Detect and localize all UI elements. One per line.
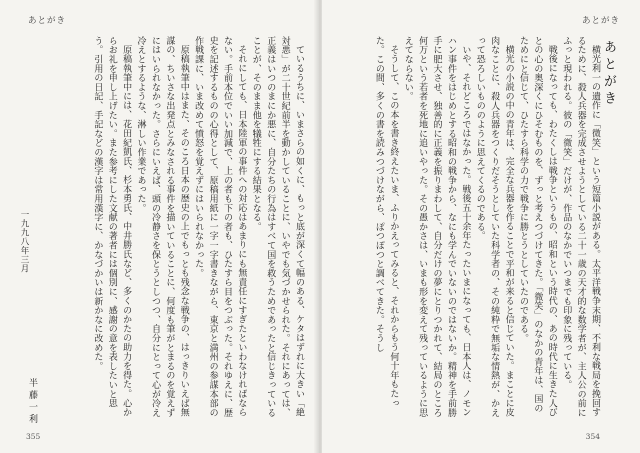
author-name: 半藤一利	[27, 378, 37, 426]
running-head-left: あとがき	[28, 16, 67, 26]
right-paragraph: 戦後になっても、わたくしは戦争というもの、昭和という時代の、あの時代に生きた人びとの心の奥深くにひそむものを、ずっと考えつづけてきた。「微笑」のなかの青年は、国のためにと信じて、ひたすら科学の力で戦争に勝とうとしていたのである。	[517, 36, 557, 417]
left-page	[0, 0, 318, 453]
right-paragraph: いや、それどころではなかった。戦後五十余年たったいまになっても、日本人は、ノモンハン事件をはじめとする昭和の戦争から、なにも学んでいないのではないか。精神を手前勝手に肥大させ、独善的に正義を振りまわして、自分だけの夢にとりつかれて、結局のところ何万という若者を死地に追いやった。その愚かさは、いまも形を変えて残っているように思えてならない。	[402, 36, 471, 418]
right-page	[322, 0, 640, 453]
right-paragraph: そうして、この本を書き終えたいま、ふりかえってみると、それからもう何十年もたった。この間、多くの書を読みつづけながら、ぽつぽつと調べてきた。そうし	[373, 36, 399, 408]
left-paragraph: 原稿執筆中はまた、そのころ日本の歴史の上でもっとも残念な戦争の、はっきりいえば無謀の、ちいさな出発点とみなされる事件を描いていることに、何度も筆がとまるのを覚えずにはいられなかった。さらにいえば、頭の冷静さを保とうとしつつ、自分にとって心が冷え冷えとするような、淋しい作業であった。	[135, 36, 189, 418]
page-number-left: 355	[26, 432, 41, 441]
chapter-heading: あとがき	[601, 40, 616, 108]
right-paragraph: 横光の小説の中の青年は、完全な兵器を作ることで平和が来ると信じていた。まことに皮肉なことに、殺人兵器をつくりだそうとしていた科学者の、その純粋で無垢な情熱が、かえって恐ろしいもののように思えてくるのである。	[474, 36, 514, 418]
postscript-date: 一九九八年三月	[19, 210, 29, 273]
right-paragraph: 横光利一の遺作に「微笑」という短篇小説がある。太平洋戦争末期、不利な戦局を挽回するために、殺人兵器を完成させようとしている二十一歳の天才的な数学者が、主人公の前にふっと現われる。彼の「微笑」だけが、作品のなかでいつまでも印象に残っている。	[561, 36, 600, 418]
left-paragraph: 原稿執筆中には、花田紀凱氏、杉本勇氏、中井勝氏など、多くのかたの助力を得た。心からお礼を申し上げたい。また参考にした文献の著者には個別に、感謝の意を表したいと思う。引用の日記、手記などの漢字は常用漢字に、かなづかいは新かなに改めた。	[92, 36, 132, 417]
running-head-right: あとがき	[581, 16, 620, 26]
right-page-body	[346, 36, 602, 418]
left-page-body	[36, 36, 306, 418]
page-number-right: 354	[585, 432, 600, 441]
left-paragraph: それにしても、日本陸軍の事件への対応はあまりにも無責任にすぎたといわなければならない。手前本位でいい加減で、上の者も下の者も、ひたすら目をつぶった。それゆえに、歴史を記述するものの心得として、原稿用紙に一字一字書きながら、東京と満州の参謀本部の作戦課に、いま改めて憤怒を覚えずにはいられなかった。	[193, 36, 247, 418]
left-paragraph: ているうちに、いまさらの如くに、もっと底が深くて幅のある、ケタはずれに大きい「絶対悪」が二十世紀前半を動かしていることに、いやでも気づかせられた。それにあっては、正義はいつのまにか悪に、自分たちの行為はすべて国を救うためであったと信じきっていることが、そのまま他を犠牲にする結果となる。	[250, 36, 304, 418]
